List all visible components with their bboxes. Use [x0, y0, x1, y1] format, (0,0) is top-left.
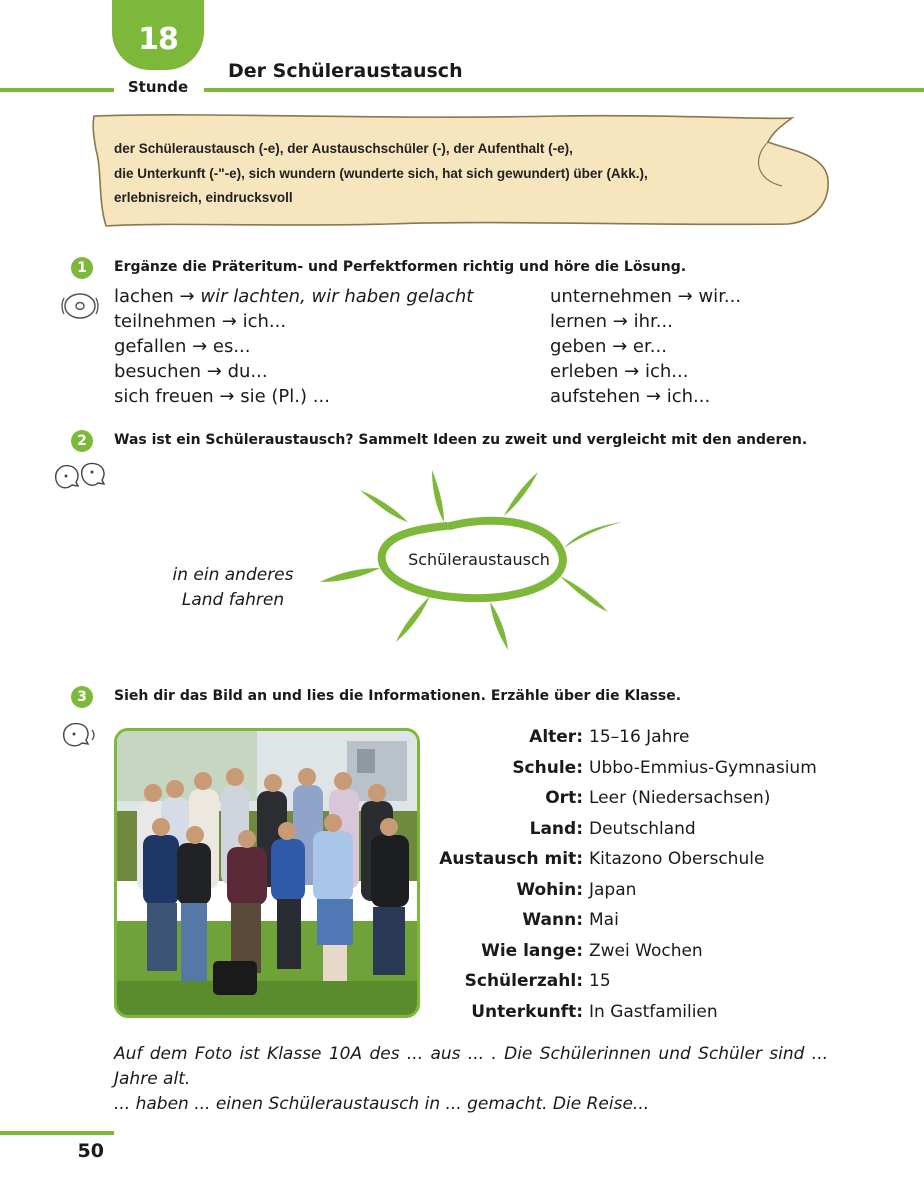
info-key: Schülerzahl: — [464, 971, 583, 991]
page-number: 50 — [77, 1140, 104, 1162]
info-key: Wann: — [522, 910, 583, 930]
verb-left-4: sich freuen → sie (Pl.) ... — [114, 386, 330, 407]
info-key: Wohin: — [516, 880, 583, 900]
info-row-schule — [440, 758, 900, 788]
verb-right-4: erleben → ich... — [550, 361, 689, 382]
verb-example — [114, 286, 473, 307]
vocabulary-line-1: der Schüleraustausch (-e), der Austauschschüler (-), der Aufenthalt (-e), — [114, 141, 573, 156]
pair-talk-icon — [52, 460, 108, 494]
verb-right-1: unternehmen → wir... — [550, 286, 742, 307]
verb-left-3: besuchen → du... — [114, 361, 268, 382]
lesson-number: 18 — [138, 22, 178, 57]
info-row-land — [440, 819, 900, 849]
info-value: Leer (Niedersachsen) — [589, 788, 771, 808]
verb-right-2: lernen → ihr... — [550, 311, 673, 332]
cd-audio-icon — [58, 288, 104, 324]
info-row-wann — [440, 910, 900, 940]
info-key: Unterkunft: — [471, 1002, 583, 1022]
verb-left-1: teilnehmen → ich... — [114, 311, 287, 332]
info-row-alter — [440, 727, 900, 757]
header-rule-left — [0, 88, 114, 92]
info-value: Zwei Wochen — [589, 941, 703, 961]
vocabulary-line-3: erlebnisreich, eindrucksvoll — [114, 190, 293, 205]
info-row-unterkunft — [440, 1002, 900, 1032]
info-key: Ort: — [545, 788, 583, 808]
info-value: Deutschland — [589, 819, 696, 839]
task-2-instruction: Was ist ein Schüleraustausch? Sammelt Ideen zu zweit und vergleicht mit den anderen. — [114, 432, 808, 448]
verb-right-3: geben → er... — [550, 336, 667, 357]
info-row-austausch — [440, 849, 900, 879]
mindmap-center-label: Schüleraustausch — [408, 550, 550, 569]
task-2-number: 2 — [71, 430, 93, 452]
speaking-icon — [60, 720, 100, 750]
mindmap-example-line-1: in ein anderes — [172, 565, 294, 585]
verb-right-5: aufstehen → ich... — [550, 386, 711, 407]
info-row-wie-lange — [440, 941, 900, 971]
task-3-number: 3 — [71, 686, 93, 708]
info-row-wohin — [440, 880, 900, 910]
info-row-ort — [440, 788, 900, 818]
verb-left-2: gefallen → es... — [114, 336, 251, 357]
info-key: Wie lange: — [481, 941, 583, 961]
info-value: 15–16 Jahre — [589, 727, 690, 747]
footer-rule — [0, 1131, 114, 1135]
info-row-schuelerzahl — [440, 971, 900, 1001]
page-title: Der Schüleraustausch — [228, 60, 463, 82]
example-answer: wir lachten, wir haben gelacht — [200, 286, 474, 307]
task-1-instruction: Ergänze die Präteritum- und Perfektformen richtig und höre die Lösung. — [114, 259, 687, 275]
story-line-2: ... haben ... einen Schüleraustausch in ... gemacht. Die Reise... — [114, 1094, 650, 1114]
task-3-instruction: Sieh dir das Bild an und lies die Informationen. Erzähle über die Klasse. — [114, 688, 682, 704]
info-value: Mai — [589, 910, 619, 930]
example-verb: lachen → — [114, 286, 201, 307]
info-key: Schule: — [512, 758, 583, 778]
info-value: 15 — [589, 971, 611, 991]
class-photo — [114, 728, 420, 1018]
class-photo-illustration — [117, 731, 417, 1015]
header-rule-right — [204, 88, 924, 92]
info-key: Alter: — [529, 727, 583, 747]
story-prompt — [114, 1042, 828, 1117]
info-value: Japan — [589, 880, 637, 900]
info-key: Austausch mit: — [439, 849, 583, 869]
info-value: In Gastfamilien — [589, 1002, 718, 1022]
lesson-label: Stunde — [127, 78, 189, 96]
mindmap-example-line-2: Land fahren — [181, 590, 285, 610]
mindmap-example-idea — [150, 563, 316, 613]
info-key: Land: — [529, 819, 583, 839]
task-1-number: 1 — [71, 257, 93, 279]
info-value: Ubbo-Emmius-Gymnasium — [589, 758, 817, 778]
info-value: Kitazono Oberschule — [589, 849, 765, 869]
vocabulary-line-2: die Unterkunft (-"-e), sich wundern (wunderte sich, hat sich gewundert) über (Akk.), — [114, 166, 648, 181]
story-line-1: Auf dem Foto ist Klasse 10A des ... aus ... . Die Schülerinnen und Schüler sind ... Jahre alt. — [114, 1044, 828, 1089]
